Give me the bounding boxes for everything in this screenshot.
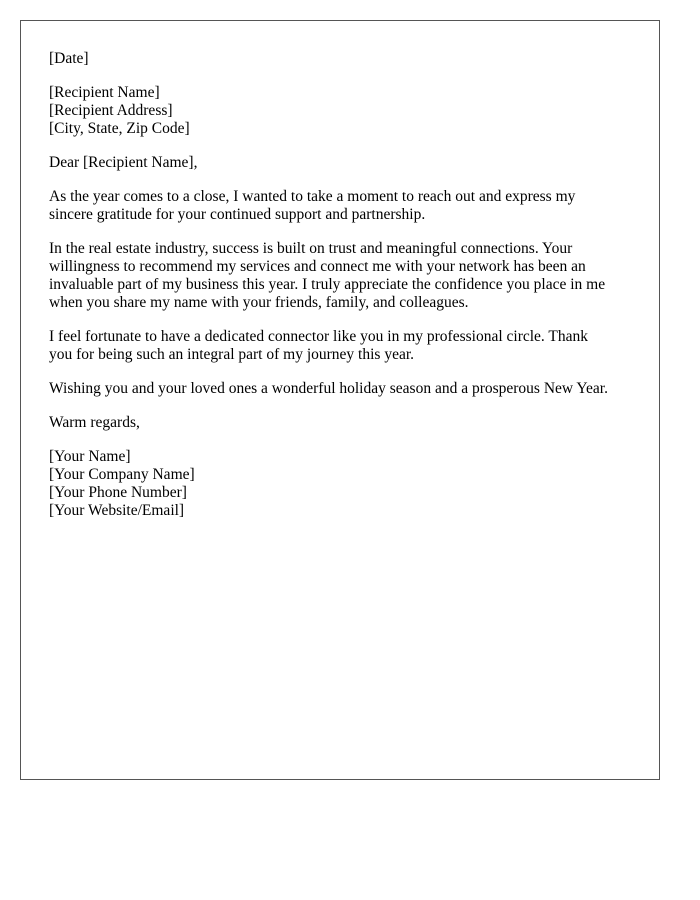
recipient-city-state-zip: [City, State, Zip Code] — [49, 120, 190, 137]
closing-text: Warm regards, — [49, 414, 140, 431]
paragraph-line: As the year comes to a close, I wanted to take a moment to reach out and express my — [49, 188, 576, 205]
body-paragraph-2 — [49, 240, 631, 312]
paragraph-line: In the real estate industry, success is built on trust and meaningful connections. Your — [49, 240, 573, 257]
recipient-name: [Recipient Name] — [49, 84, 160, 101]
recipient-block — [49, 84, 631, 138]
signature-website-email: [Your Website/Email] — [49, 502, 185, 519]
date-text: [Date] — [49, 50, 89, 67]
paragraph-line: I feel fortunate to have a dedicated connector like you in my professional circle. Thank — [49, 328, 588, 345]
signature-phone: [Your Phone Number] — [49, 484, 187, 501]
paragraph-line: sincere gratitude for your continued support and partnership. — [49, 206, 426, 223]
paragraph-line: Wishing you and your loved ones a wonderful holiday season and a prosperous New Year. — [49, 380, 608, 397]
letter-date — [49, 50, 631, 68]
body-paragraph-3 — [49, 328, 631, 364]
body-paragraph-1 — [49, 188, 631, 224]
paragraph-line: when you share my name with your friends, family, and colleagues. — [49, 294, 469, 311]
salutation-text: Dear [Recipient Name], — [49, 154, 198, 171]
signature-company: [Your Company Name] — [49, 466, 195, 483]
paragraph-line: willingness to recommend my services and connect me with your network has been an — [49, 258, 586, 275]
closing — [49, 414, 631, 432]
signature-name: [Your Name] — [49, 448, 131, 465]
paragraph-line: you for being such an integral part of my journey this year. — [49, 346, 415, 363]
paragraph-line: invaluable part of my business this year. I truly appreciate the confidence you place in me — [49, 276, 606, 293]
letter-page — [20, 20, 660, 780]
body-paragraph-4 — [49, 380, 631, 398]
salutation — [49, 154, 631, 172]
recipient-address: [Recipient Address] — [49, 102, 173, 119]
signature-block — [49, 448, 631, 520]
